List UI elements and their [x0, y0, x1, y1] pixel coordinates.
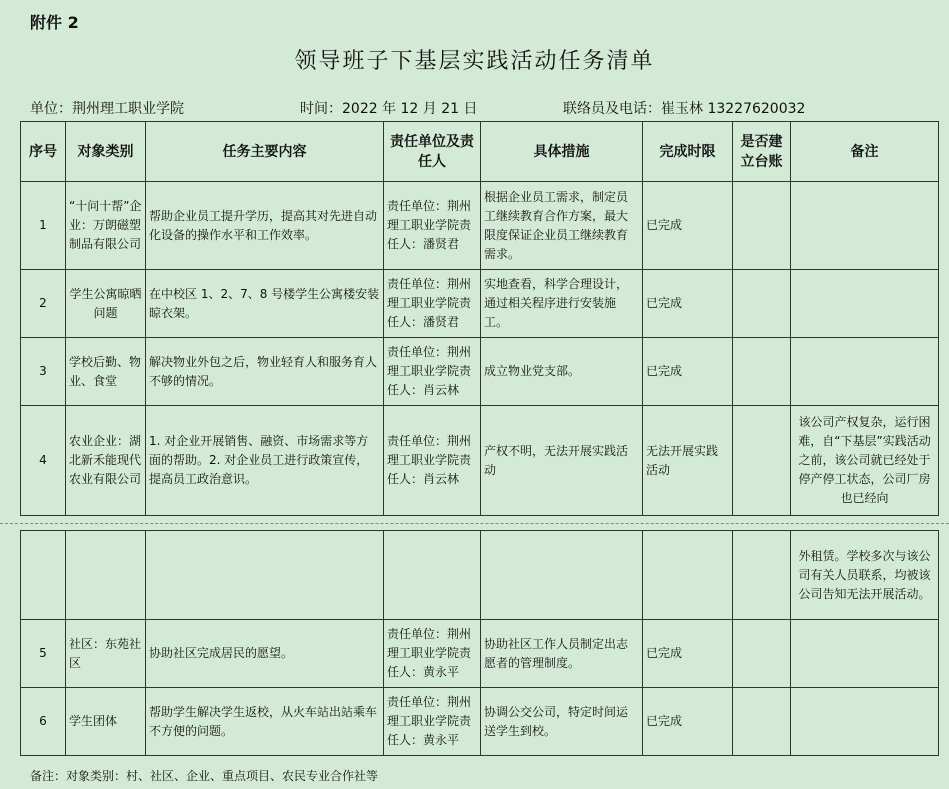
cell-task: 在中校区 1、2、7、8 号楼学生公寓楼安装晾衣架。 [146, 270, 384, 338]
col-header-deadline: 完成时限 [643, 122, 733, 182]
col-header-task: 任务主要内容 [146, 122, 384, 182]
cell-responsible: 责任单位：荆州理工职业学院责任人：潘贤君 [384, 270, 481, 338]
cell-deadline: 已完成 [643, 688, 733, 756]
cell-remark: 外租赁。学校多次与该公司有关人员联系，均被该公司告知无法开展活动。 [791, 531, 939, 620]
cell-ledger [733, 620, 791, 688]
contact-info: 联络员及电话：崔玉林 13227620032 [563, 101, 806, 117]
cell-seq: 6 [21, 688, 66, 756]
cell-ledger [733, 270, 791, 338]
cell-measures: 产权不明，无法开展实践活动 [481, 406, 643, 516]
cell-object: 农业企业：湖北新禾能现代农业有限公司 [66, 406, 146, 516]
cell-deadline: 已完成 [643, 182, 733, 270]
cell-task: 解决物业外包之后，物业轻育人和服务育人不够的情况。 [146, 338, 384, 406]
col-header-object: 对象类别 [66, 122, 146, 182]
cell-ledger [733, 182, 791, 270]
footnote: 备注：对象类别：村、社区、企业、重点项目、农民专业合作社等 [30, 769, 379, 783]
cell-remark [791, 688, 939, 756]
cell-responsible: 责任单位：荆州理工职业学院责任人：黄永平 [384, 620, 481, 688]
cell-measures: 协调公交公司，特定时间运送学生到校。 [481, 688, 643, 756]
col-header-ledger: 是否建立台账 [733, 122, 791, 182]
table-header-row [21, 122, 939, 182]
cell-remark [791, 182, 939, 270]
cell-object: 学校后勤、物业、食堂 [66, 338, 146, 406]
table-row-continued [21, 531, 939, 620]
table-row [21, 338, 939, 406]
cell-task: 1. 对企业开展销售、融资、市场需求等方面的帮助。2. 对企业员工进行政策宣传，提高员工政治意识。 [146, 406, 384, 516]
col-header-measures: 具体措施 [481, 122, 643, 182]
time-info: 时间：2022 年 12 月 21 日 [300, 101, 478, 117]
cell-ledger [733, 688, 791, 756]
cell-responsible: 责任单位：荆州理工职业学院责任人：肖云林 [384, 338, 481, 406]
cell-deadline: 已完成 [643, 338, 733, 406]
cell-responsible: 责任单位：荆州理工职业学院责任人：潘贤君 [384, 182, 481, 270]
cell-seq: 4 [21, 406, 66, 516]
cell-seq: 1 [21, 182, 66, 270]
cell-remark: 该公司产权复杂，运行困难，自“下基层”实践活动之前，该公司就已经处于停产停工状态，公司厂房也已经向 [791, 406, 939, 516]
cell-measures: 根据企业员工需求，制定员工继续教育合作方案，最大限度保证企业员工继续教育需求。 [481, 182, 643, 270]
cell-deadline: 已完成 [643, 620, 733, 688]
page-break-line [0, 523, 949, 524]
unit-info: 单位：荆州理工职业学院 [30, 101, 184, 117]
cell-measures: 成立物业党支部。 [481, 338, 643, 406]
cell-ledger [733, 406, 791, 516]
cell-object: 学生团体 [66, 688, 146, 756]
cell-object [66, 531, 146, 620]
task-table-continued [20, 530, 939, 756]
cell-task: 帮助企业员工提升学历，提高其对先进自动化设备的操作水平和工作效率。 [146, 182, 384, 270]
cell-measures: 实地查看，科学合理设计，通过相关程序进行安装施工。 [481, 270, 643, 338]
cell-responsible: 责任单位：荆州理工职业学院责任人：黄永平 [384, 688, 481, 756]
table-row [21, 688, 939, 756]
cell-remark [791, 270, 939, 338]
cell-remark [791, 338, 939, 406]
cell-task: 协助社区完成居民的愿望。 [146, 620, 384, 688]
cell-ledger [733, 338, 791, 406]
table-row [21, 620, 939, 688]
cell-seq: 5 [21, 620, 66, 688]
cell-responsible [384, 531, 481, 620]
cell-object: “十问十帮”企业：万朗磁塑制品有限公司 [66, 182, 146, 270]
cell-seq: 3 [21, 338, 66, 406]
document-title [0, 44, 949, 75]
cell-seq: 2 [21, 270, 66, 338]
cell-deadline [643, 531, 733, 620]
attachment-label: 附件 2 [30, 13, 79, 32]
cell-object: 学生公寓晾晒问题 [66, 270, 146, 338]
table-row [21, 406, 939, 516]
table-row [21, 270, 939, 338]
cell-deadline: 已完成 [643, 270, 733, 338]
cell-deadline: 无法开展实践活动 [643, 406, 733, 516]
table-row [21, 182, 939, 270]
cell-object: 社区：东苑社区 [66, 620, 146, 688]
cell-task [146, 531, 384, 620]
cell-measures: 协助社区工作人员制定出志愿者的管理制度。 [481, 620, 643, 688]
cell-responsible: 责任单位：荆州理工职业学院责任人：肖云林 [384, 406, 481, 516]
cell-measures [481, 531, 643, 620]
cell-ledger [733, 531, 791, 620]
col-header-remark: 备注 [791, 122, 939, 182]
col-header-seq: 序号 [21, 122, 66, 182]
page-break [0, 519, 949, 529]
cell-task: 帮助学生解决学生返校，从火车站出站乘车不方便的问题。 [146, 688, 384, 756]
title-text: 领导班子下基层实践活动任务清单 [294, 49, 655, 74]
cell-seq [21, 531, 66, 620]
cell-remark [791, 620, 939, 688]
col-header-responsible: 责任单位及责任人 [384, 122, 481, 182]
task-table [20, 121, 939, 516]
